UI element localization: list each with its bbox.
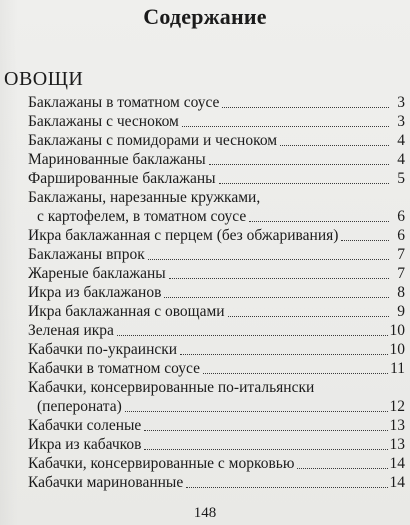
toc-entry-text: Баклажаны впрок	[28, 246, 145, 263]
dot-leader	[148, 259, 389, 260]
dot-leader	[117, 335, 388, 336]
toc-entry-text: Икра из баклажанов	[28, 284, 162, 301]
toc-entry-text: Кабачки по-украински	[28, 341, 178, 358]
dot-leader	[144, 449, 387, 450]
toc-entry-title	[28, 435, 390, 454]
toc-entry-text: Кабачки, консервированные по-итальянски	[28, 379, 315, 396]
toc-entry-page: 5	[397, 170, 405, 187]
dot-leader	[280, 145, 389, 146]
toc-entry-text-continued: с картофелем, в томатном соусе	[37, 208, 247, 225]
toc-entry-page: 4	[397, 151, 405, 168]
dot-leader	[249, 221, 389, 222]
toc-entry-text: Кабачки в томатном соусе	[28, 360, 200, 377]
toc-entry	[28, 112, 405, 131]
toc-entry-page: 3	[397, 94, 405, 111]
toc-entry-page: 12	[389, 398, 405, 415]
toc-entry-title	[28, 473, 390, 492]
toc-entry-page: 7	[397, 246, 405, 263]
dot-leader	[169, 278, 389, 279]
toc-entry-text: Маринованные баклажаны	[28, 151, 206, 168]
toc-entry	[28, 283, 405, 302]
toc-entry-page: 6	[397, 227, 405, 244]
dot-leader	[164, 297, 389, 298]
toc-entry-page: 6	[397, 208, 405, 225]
toc-entry-page: 11	[390, 360, 405, 377]
toc-entry	[28, 93, 405, 112]
toc-entry-text: Икра из кабачков	[28, 436, 142, 453]
toc-entry-page: 10	[389, 341, 405, 358]
toc-entry-text: Баклажаны с чесноком	[28, 113, 179, 130]
toc-entry-title	[28, 264, 391, 283]
toc-entry-title	[28, 188, 391, 226]
toc-entry	[28, 454, 405, 473]
toc-entry	[28, 131, 405, 150]
toc-entry-title	[28, 131, 391, 150]
toc-entry-title	[28, 245, 391, 264]
toc-entry	[28, 245, 405, 264]
toc-entry	[28, 378, 405, 416]
toc-entry	[28, 473, 405, 492]
toc-entry-page: 8	[397, 284, 405, 301]
dot-leader	[209, 164, 389, 165]
toc-entry-title	[28, 93, 391, 112]
toc-entry-text: Кабачки соленые	[28, 417, 142, 434]
toc-entry	[28, 188, 405, 226]
dot-leader	[219, 183, 389, 184]
toc-entry-text: Жареные баклажаны	[28, 265, 166, 282]
toc-entry-title	[28, 302, 391, 321]
toc-entry-page: 3	[397, 113, 405, 130]
section-heading: ОВОЩИ	[4, 68, 84, 90]
table-of-contents	[28, 93, 405, 492]
toc-entry-title	[28, 416, 390, 435]
toc-entry-title	[28, 150, 391, 169]
toc-entry-text: Баклажаны в томатном соусе	[28, 94, 220, 111]
toc-entry-text: Кабачки маринованные	[28, 474, 184, 491]
dot-leader	[228, 316, 389, 317]
toc-entry-page: 10	[389, 322, 405, 339]
dot-leader	[144, 430, 387, 431]
dot-leader	[182, 126, 389, 127]
toc-entry-text: Баклажаны, нарезанные кружками,	[28, 189, 261, 206]
toc-entry	[28, 302, 405, 321]
toc-entry-title	[28, 283, 391, 302]
toc-entry-text: Фаршированные баклажаны	[28, 170, 216, 187]
toc-entry-text: Зеленая икра	[28, 322, 114, 339]
toc-entry	[28, 226, 405, 245]
toc-entry-text-continued: (пепероната)	[37, 398, 122, 415]
toc-entry-title	[28, 359, 390, 378]
toc-entry	[28, 359, 405, 378]
page-number: 148	[193, 505, 217, 521]
page-title: Содержание	[143, 4, 267, 29]
toc-entry	[28, 435, 405, 454]
toc-entry-page: 13	[389, 436, 405, 453]
toc-entry	[28, 416, 405, 435]
toc-entry	[28, 264, 405, 283]
toc-entry-title	[28, 454, 390, 473]
dot-leader	[203, 373, 388, 374]
toc-entry-page: 13	[389, 417, 405, 434]
toc-entry	[28, 169, 405, 188]
toc-entry-title	[28, 340, 390, 359]
toc-entry-title	[28, 321, 390, 340]
toc-entry-page: 14	[389, 455, 405, 472]
dot-leader	[180, 354, 387, 355]
toc-entry	[28, 150, 405, 169]
toc-entry-title	[28, 112, 391, 131]
toc-entry-text: Икра баклажанная с овощами	[28, 303, 225, 320]
dot-leader	[297, 468, 387, 469]
dot-leader	[341, 240, 389, 241]
toc-entry-page: 4	[397, 132, 405, 149]
dot-leader	[186, 487, 387, 488]
dot-leader	[125, 411, 388, 412]
dot-leader	[222, 107, 389, 108]
toc-entry	[28, 321, 405, 340]
toc-entry-page: 7	[397, 265, 405, 282]
toc-entry-title	[28, 226, 391, 245]
toc-entry-text: Баклажаны с помидорами и чесноком	[28, 132, 278, 149]
toc-entry-title	[28, 378, 390, 416]
toc-entry-text: Икра баклажанная с перцем (без обжаривания)	[28, 227, 339, 244]
toc-entry-text: Кабачки, консервированные с морковью	[28, 455, 295, 472]
toc-entry-page: 9	[397, 303, 405, 320]
toc-entry	[28, 340, 405, 359]
toc-entry-title	[28, 169, 391, 188]
toc-entry-page: 14	[389, 474, 405, 491]
